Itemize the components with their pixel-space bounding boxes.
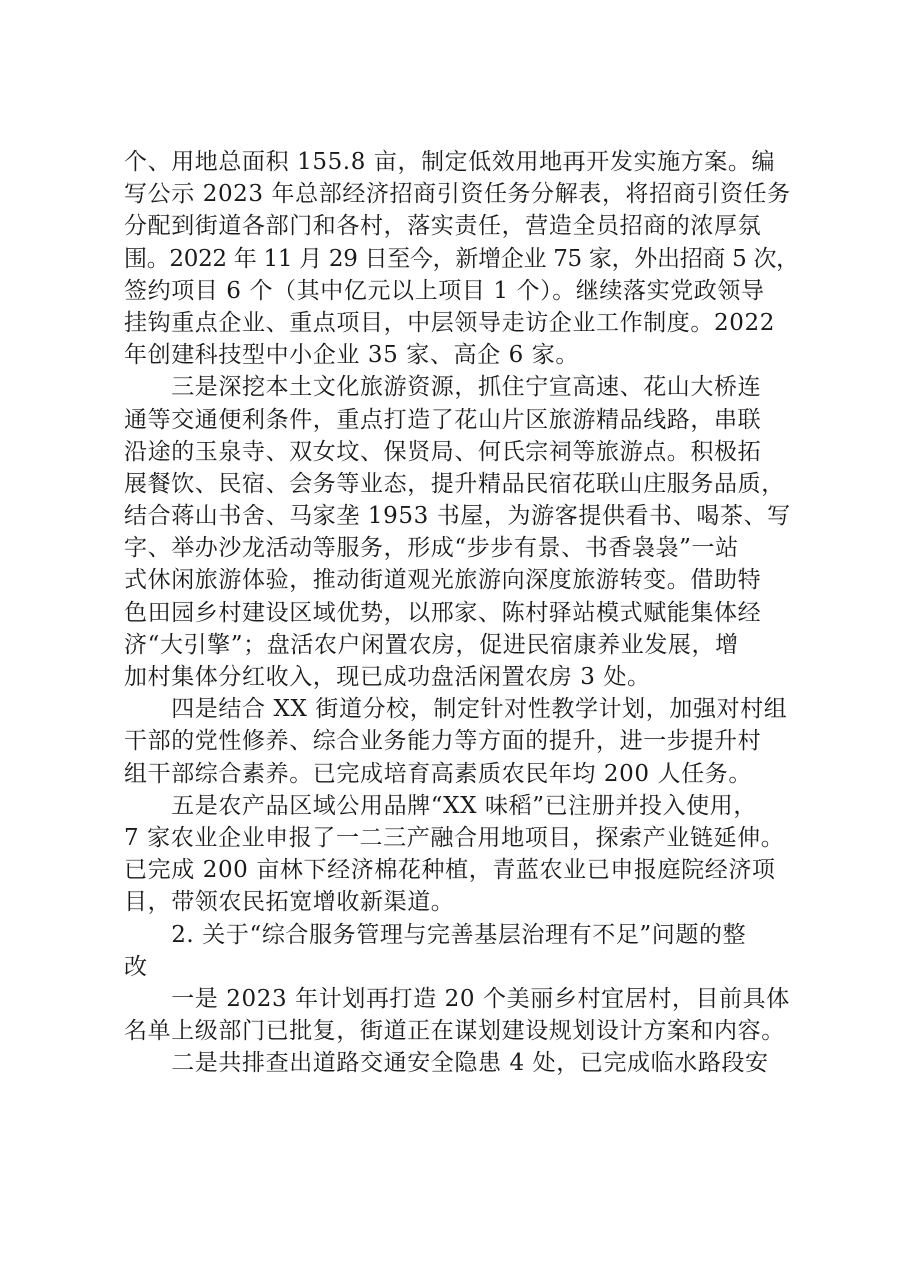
text-line: 加村集体分红收入，现已成功盘活闲置农房 3 处。 — [124, 664, 651, 690]
text-line: 写公示 2023 年总部经济招商引资任务分解表，将招商引资任务 — [124, 181, 791, 208]
text-line: 组干部综合素养。已完成培育高素质农民年均 200 人任务。 — [124, 760, 752, 787]
text-line: 通等交通便利条件，重点打造了花山片区旅游精品线路，串联 — [124, 406, 762, 433]
text-line: 三是深挖本土文化旅游资源，抓住宁宣高速、花山大桥连 — [124, 374, 762, 401]
text-line: 7 家农业企业申报了一二三产融合用地项目，探索产业链延伸。 — [124, 824, 785, 851]
paragraph — [124, 983, 800, 1047]
text-line: 名单上级部门已批复，街道正在谋划建设规划设计方案和内容。 — [124, 1018, 785, 1045]
text-line: 挂钩重点企业、重点项目，中层领导走访企业工作制度。2022 — [124, 309, 775, 336]
text-line: 改 — [124, 953, 148, 980]
paragraph — [124, 1047, 800, 1079]
text-line: 一是 2023 年计划再打造 20 个美丽乡村宜居村，目前具体 — [124, 985, 790, 1012]
text-line: 四是结合 XX 街道分校，制定针对性教学计划，加强对村组 — [124, 696, 788, 723]
text-line: 干部的党性修养、综合业务能力等方面的提升，进一步提升村 — [124, 728, 762, 755]
text-line: 2. 关于“综合服务管理与完善基层治理有不足”问题的整 — [124, 921, 747, 948]
text-line: 二是共排查出道路交通安全隐患 4 处，已完成临水路段安 — [124, 1050, 769, 1077]
text-line: 沿途的玉泉寺、双女坟、保贤局、何氏宗祠等旅游点。积极拓 — [124, 438, 762, 465]
paragraph — [124, 693, 800, 790]
document-body — [124, 146, 800, 1079]
text-line: 济“大引擎”；盘活农户闲置农房，促进民宿康养业发展，增 — [124, 631, 739, 658]
text-line: 分配到街道各部门和各村，落实责任，营造全员招商的浓厚氛 — [124, 213, 762, 240]
text-line: 已完成 200 亩林下经济棉花种植，青蓝农业已申报庭院经济项 — [124, 857, 776, 884]
text-line: 签约项目 6 个（其中亿元以上项目 1 个）。继续落实党政领导 — [124, 277, 765, 304]
text-line: 结合蒋山书舍、马家垄 1953 书屋，为游客提供看书、喝茶、写 — [124, 503, 791, 530]
text-line: 围。2022 年 11 月 29 日至今，新增企业 75 家，外出招商 5 次， — [124, 245, 799, 272]
section-heading — [124, 919, 800, 983]
paragraph — [124, 790, 800, 919]
paragraph — [124, 371, 800, 693]
text-line: 个、用地总面积 155.8 亩，制定低效用地再开发实施方案。编 — [124, 149, 776, 175]
text-line: 式休闲旅游体验，推动街道观光旅游向深度旅游转变。借助特 — [124, 567, 762, 594]
text-line: 字、举办沙龙活动等服务，形成“步步有景、书香袅袅”一站 — [124, 535, 739, 562]
text-line: 目，带领农民拓宽增收新渠道。 — [124, 889, 455, 916]
text-line: 展餐饮、民宿、会务等业态，提升精品民宿花联山庄服务品质， — [124, 470, 785, 497]
text-line: 色田园乡村建设区域优势，以邢家、陈村驿站模式赋能集体经 — [124, 599, 762, 626]
text-line: 年创建科技型中小企业 35 家、高企 6 家。 — [124, 342, 579, 369]
text-line: 五是农产品区域公用品牌“XX 味稻”已注册并投入使用， — [124, 792, 757, 819]
paragraph — [124, 146, 800, 371]
